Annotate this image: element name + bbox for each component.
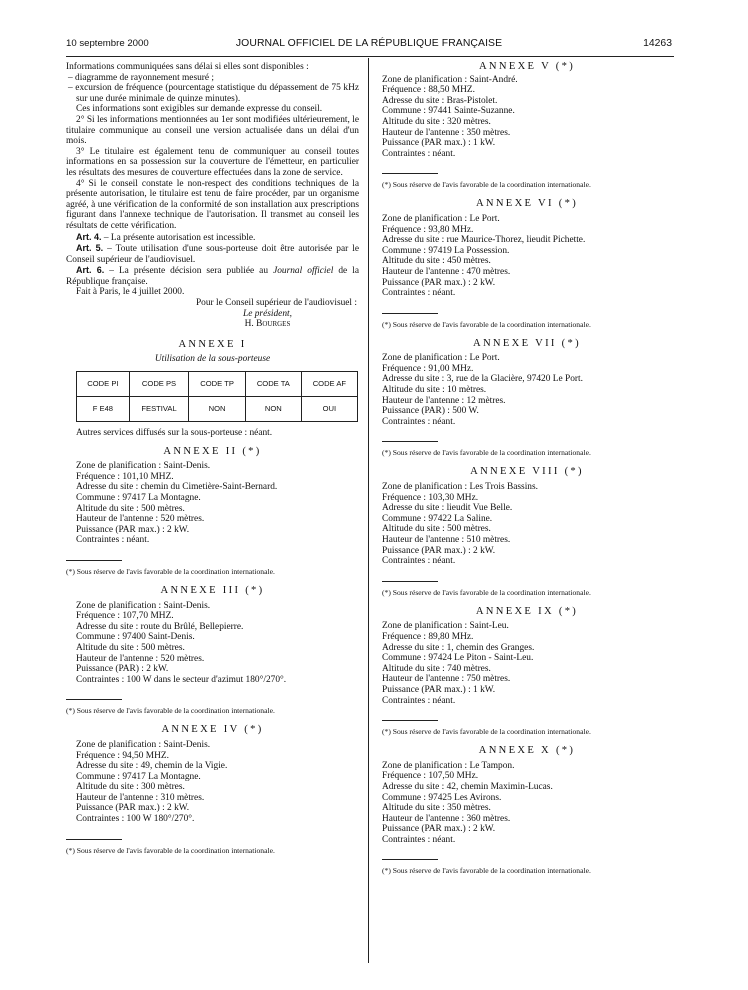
annex-line: Adresse du site : 1, chemin des Granges.	[382, 642, 535, 653]
table-header-cell: CODE AF	[301, 372, 357, 397]
annex-line: Fréquence : 88,50 MHZ.	[382, 85, 475, 96]
annex-title: ANNEXE X (*)	[478, 745, 576, 757]
annex-line: Altitude du site : 320 mètres.	[382, 116, 491, 127]
annex-line: Commune : 97425 Les Avirons.	[382, 792, 502, 803]
annex-line: Hauteur de l'antenne : 510 mètres.	[382, 535, 511, 545]
annex-line: Adresse du site : lieudit Vue Belle.	[382, 503, 513, 514]
annex-line: Altitude du site : 500 mètres.	[382, 524, 491, 535]
annex-block	[66, 586, 359, 715]
annex-line: Hauteur de l'antenne : 750 mètres.	[382, 674, 511, 685]
annex-line: Puissance (PAR max.) : 1 kW.	[382, 684, 496, 695]
annex-line: Contraintes : 100 W 180°/270°.	[76, 814, 195, 825]
header-title: JOURNAL OFFICIEL DE LA RÉPUBLIQUE FRANÇAISE	[235, 38, 503, 49]
annex-title: ANNEXE VIII (*)	[470, 466, 584, 478]
right-column	[382, 60, 672, 875]
left-column	[66, 60, 359, 855]
annex-line: Fréquence : 101,10 MHZ.	[76, 471, 174, 482]
footnote: (*) Sous réserve de l'avis favorable de la coordination internationale.	[382, 866, 591, 876]
annex-line: Fréquence : 94,50 MHZ.	[76, 750, 169, 761]
article-text: – La présente décision sera publiée au	[104, 266, 274, 277]
text-paragraph: 4° Si le conseil constate le non-respect des conditions techniques de la présente autorisation, le titulaire est tenu de faire procéder, par un organisme agréé, à une vérification de la conformité de son installation aux prescriptions figurant dans l'annexe technique de l'autorisation. Il transmet au conseil les résultats de cette vérification.	[66, 178, 359, 231]
annex-title: ANNEXE III (*)	[160, 584, 265, 596]
annex-block	[382, 746, 672, 875]
article-6	[66, 265, 359, 287]
annex-line: Hauteur de l'antenne : 310 mètres.	[76, 792, 205, 803]
annex-line: Commune : 97422 La Saline.	[382, 513, 493, 524]
annex-block	[66, 725, 359, 854]
table-cell: NON	[245, 397, 301, 422]
annex-line: Adresse du site : chemin du Cimetière-Saint-Bernard.	[76, 482, 278, 493]
journal-name: Journal officiel	[273, 266, 334, 277]
annex-line: Contraintes : 100 W dans le secteur d'azimut 180°/270°.	[76, 674, 287, 685]
annex-line: Commune : 97417 La Montagne.	[76, 771, 201, 782]
annex-block	[382, 339, 672, 458]
table-header-row	[77, 372, 358, 397]
table-cell: OUI	[301, 397, 357, 422]
annex-line: Fréquence : 93,80 MHz.	[382, 224, 474, 235]
annex-line: Contraintes : néant.	[76, 535, 150, 546]
annex-line: Altitude du site : 350 mètres.	[382, 803, 491, 814]
annex-line: Zone de planification : Saint-André.	[382, 74, 518, 85]
annex-line: Contraintes : néant.	[382, 148, 456, 159]
annex-line: Puissance (PAR max.) : 2 kW.	[382, 277, 496, 288]
annex-line: Altitude du site : 10 mètres.	[382, 385, 487, 396]
subcarrier-table	[76, 371, 358, 422]
annex-block	[382, 62, 672, 189]
annex-line: Commune : 97419 La Possession.	[382, 245, 510, 256]
header-page-number: 14263	[643, 38, 672, 49]
annex-line: Zone de planification : Le Tampon.	[382, 760, 515, 771]
annex-line: Contraintes : néant.	[382, 288, 456, 299]
annex-line: Hauteur de l'antenne : 350 mètres.	[382, 127, 511, 138]
article-text: de la République française.	[66, 266, 359, 287]
header-rule	[66, 56, 674, 57]
bullet-item: – diagramme de rayonnement mesuré ;	[68, 72, 215, 83]
annex-line: Puissance (PAR max.) : 2 kW.	[382, 824, 496, 835]
annex-line: Fréquence : 107,70 MHZ.	[76, 611, 174, 622]
footnote: (*) Sous réserve de l'avis favorable de la coordination internationale.	[66, 706, 275, 716]
table-cell: FESTIVAL	[129, 397, 188, 422]
signature-role: Le président,	[243, 308, 292, 319]
other-services-note: Autres services diffusés sur la sous-porteuse : néant.	[76, 428, 273, 439]
annex-line: Contraintes : néant.	[382, 834, 456, 845]
annex-block	[382, 467, 672, 596]
column-divider	[368, 58, 369, 963]
footnote: (*) Sous réserve de l'avis favorable de la coordination internationale.	[66, 566, 275, 576]
annex-line: Fréquence : 89,80 MHz.	[382, 631, 474, 642]
annex-line: Adresse du site : route du Brûlé, Bellepierre.	[76, 621, 244, 632]
annex-line: Puissance (PAR max.) : 2 kW.	[382, 545, 496, 556]
annex-block	[382, 607, 672, 736]
header-date: 10 septembre 2000	[66, 38, 149, 49]
annex-title: ANNEXE II (*)	[163, 445, 262, 457]
table-row	[77, 397, 358, 422]
annex-line: Adresse du site : 49, chemin de la Vigie.	[76, 761, 228, 772]
text-paragraph: 2° Si les informations mentionnées au 1er sont modifiées ultérieurement, le titulaire communique au conseil une version actualisée dans un délai d'un mois.	[66, 114, 359, 147]
annex-line: Fréquence : 107,50 MHz.	[382, 771, 479, 782]
annex-line: Puissance (PAR) : 2 kW.	[76, 664, 169, 675]
annex-line: Puissance (PAR) : 500 W.	[382, 406, 479, 417]
table-cell: NON	[189, 397, 246, 422]
annex-title: ANNEXE V (*)	[478, 61, 576, 72]
page-header	[66, 38, 672, 52]
annex-title: ANNEXE IV (*)	[161, 724, 264, 736]
article-label: Art. 4.	[76, 231, 102, 242]
annex-line: Zone de planification : Saint-Denis.	[76, 600, 211, 611]
annex-title: ANNEXE VII (*)	[473, 337, 581, 349]
annex-line: Altitude du site : 450 mètres.	[382, 256, 491, 267]
annex-block	[382, 199, 672, 328]
table-cell: F E48	[77, 397, 130, 422]
annex-line: Fréquence : 91,00 MHz.	[382, 363, 474, 374]
annex-line: Zone de planification : Les Trois Bassins.	[382, 482, 538, 493]
table-header-cell: CODE PI	[77, 372, 130, 397]
annex-line: Altitude du site : 740 mètres.	[382, 663, 491, 674]
annex-line: Altitude du site : 500 mètres.	[76, 503, 185, 514]
annex-line: Zone de planification : Saint-Denis.	[76, 461, 211, 472]
annex-line: Zone de planification : Saint-Leu.	[382, 621, 509, 632]
annex-line: Commune : 97400 Saint-Denis.	[76, 632, 195, 643]
annex-block	[66, 447, 359, 576]
annex-subtitle: Utilisation de la sous-porteuse	[154, 354, 271, 365]
annex-line: Puissance (PAR max.) : 2 kW.	[76, 524, 190, 535]
annex-line: Contraintes : néant.	[382, 416, 456, 427]
table-header-cell: CODE PS	[129, 372, 188, 397]
article-4	[66, 232, 359, 244]
annex-line: Hauteur de l'antenne : 360 mètres.	[382, 813, 511, 824]
annex-line: Puissance (PAR max.) : 1 kW.	[382, 138, 496, 149]
annex-line: Fréquence : 103,30 MHz.	[382, 492, 479, 503]
annex-line: Contraintes : néant.	[382, 695, 456, 706]
annex-line: Adresse du site : Bras-Pistolet.	[382, 95, 498, 106]
article-label: Art. 5.	[76, 243, 104, 254]
annex-line: Hauteur de l'antenne : 520 mètres.	[76, 653, 205, 664]
annex-line: Commune : 97424 Le Piton - Saint-Leu.	[382, 653, 534, 664]
annex-line: Altitude du site : 500 mètres.	[76, 642, 185, 653]
signature-name: H. Bourges	[244, 319, 291, 330]
annex-line: Hauteur de l'antenne : 12 mètres.	[382, 395, 506, 406]
article-text: – La présente autorisation est incessible.	[101, 232, 256, 243]
table-header-cell: CODE TP	[189, 372, 246, 397]
table-header-cell: CODE TA	[245, 372, 301, 397]
signature-line: Pour le Conseil supérieur de l'audiovisuel :	[195, 298, 357, 309]
bullet-item: – excursion de fréquence (pourcentage statistique du dépassement de 75 kHz sur une durée minimale de quinze minutes).	[68, 83, 359, 104]
footnote: (*) Sous réserve de l'avis favorable de la coordination internationale.	[382, 587, 591, 597]
article-label: Art. 6.	[76, 265, 105, 276]
article-5	[66, 243, 359, 265]
annex-line: Altitude du site : 300 mètres.	[76, 782, 185, 793]
annex-title: ANNEXE IX (*)	[475, 605, 579, 617]
text-paragraph: 3° Le titulaire est également tenu de communiquer au conseil toutes informations en sa possession sur la couverture de l'émetteur, en particulier les résultats des mesures de couverture effectuées dans la zone de service.	[66, 146, 359, 178]
annex-line: Zone de planification : Le Port.	[382, 213, 500, 224]
annex-line: Puissance (PAR max.) : 2 kW.	[76, 803, 190, 814]
annex-line: Adresse du site : rue Maurice-Thorez, lieudit Pichette.	[382, 235, 586, 246]
annex-line: Commune : 97417 La Montagne.	[76, 493, 201, 503]
annex-line: Adresse du site : 42, chemin Maximin-Lucas.	[382, 781, 553, 792]
footnote: (*) Sous réserve de l'avis favorable de la coordination internationale.	[66, 845, 275, 855]
annex-line: Commune : 97441 Sainte-Suzanne.	[382, 106, 515, 117]
annex-line: Zone de planification : Le Port.	[382, 353, 500, 364]
footnote: (*) Sous réserve de l'avis favorable de la coordination internationale.	[382, 319, 591, 329]
article-text: – Toute utilisation d'une sous-porteuse doit être autorisée par le Conseil supérieur de l'audiovisuel.	[66, 244, 359, 265]
text-paragraph: Informations communiquées sans délai si elles sont disponibles :	[66, 62, 309, 72]
annex-line: Contraintes : néant.	[382, 556, 456, 567]
annex-line: Adresse du site : 3, rue de la Glacière, 97420 Le Port.	[382, 374, 583, 385]
annex-line: Hauteur de l'antenne : 470 mètres.	[382, 266, 511, 277]
footnote: (*) Sous réserve de l'avis favorable de la coordination internationale.	[382, 727, 591, 737]
annex-title: ANNEXE VI (*)	[475, 198, 579, 210]
annex-title: ANNEXE I	[178, 338, 247, 350]
annex-line: Hauteur de l'antenne : 520 mètres.	[76, 514, 205, 525]
text-paragraph: Ces informations sont exigibles sur demande expresse du conseil.	[76, 104, 323, 115]
annex-line: Zone de planification : Saint-Denis.	[76, 739, 211, 750]
signing-place-date: Fait à Paris, le 4 juillet 2000.	[76, 287, 185, 298]
footnote: (*) Sous réserve de l'avis favorable de la coordination internationale.	[382, 448, 591, 458]
footnote: (*) Sous réserve de l'avis favorable de la coordination internationale.	[382, 180, 591, 190]
